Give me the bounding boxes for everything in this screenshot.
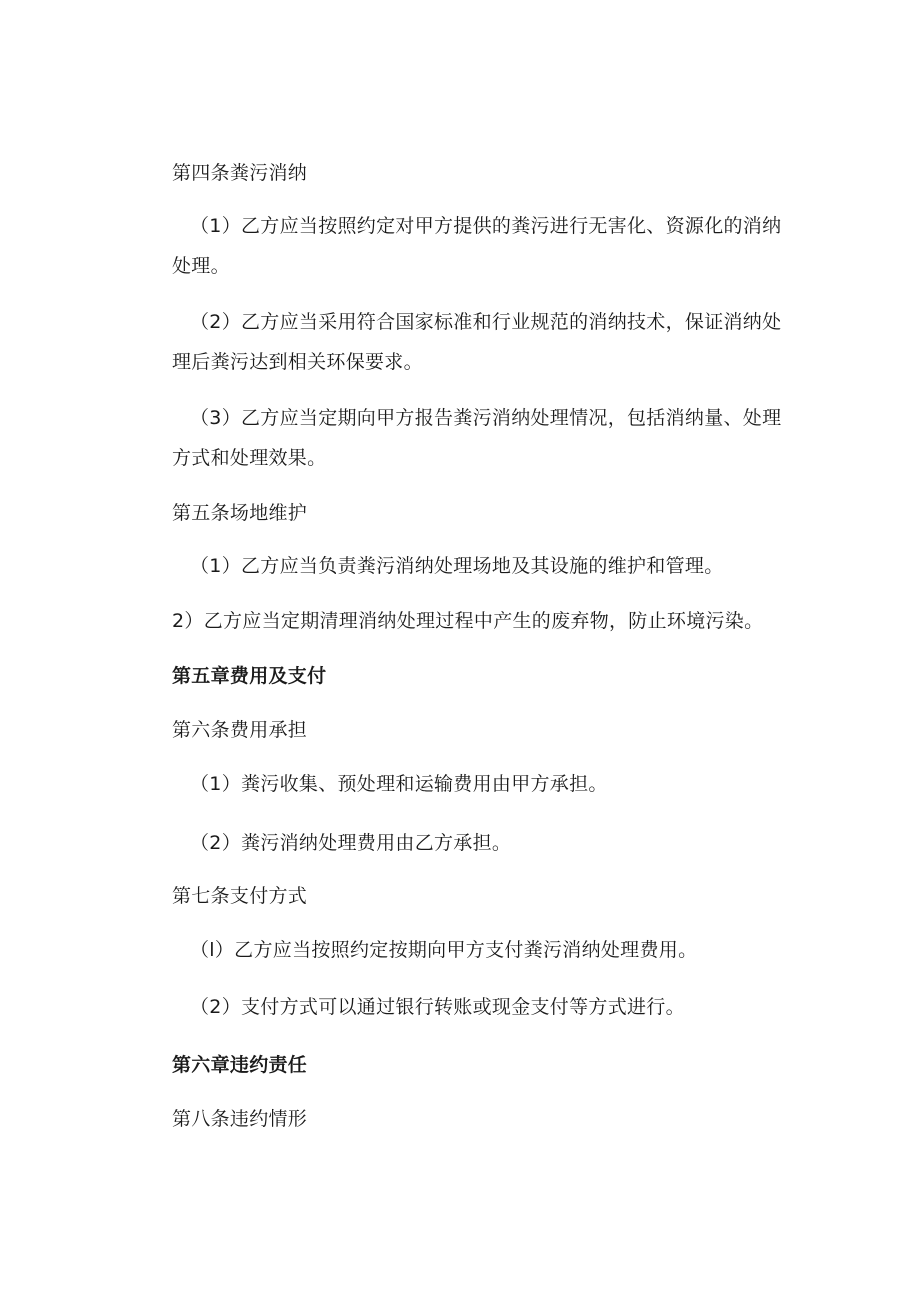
article-4-clause-1-cont: 处理。 xyxy=(172,255,230,277)
article-4-clause-2: （2）乙方应当采用符合国家标准和行业规范的消纳技术，保证消纳处 xyxy=(190,311,782,333)
article-7-clause-1: （l）乙方应当按照约定按期向甲方支付粪污消纳处理费用。 xyxy=(190,939,698,961)
article-5-clause-2: 2）乙方应当定期清理消纳处理过程中产生的废弃物，防止环境污染。 xyxy=(172,610,764,632)
article-6-clause-1: （1）粪污收集、预处理和运输费用由甲方承担。 xyxy=(190,773,608,795)
article-4-clause-1: （1）乙方应当按照约定对甲方提供的粪污进行无害化、资源化的消纳 xyxy=(190,215,782,237)
article-5-heading: 第五条场地维护 xyxy=(172,502,308,524)
article-7-heading: 第七条支付方式 xyxy=(172,885,308,907)
article-7-clause-2: （2）支付方式可以通过银行转账或现金支付等方式进行。 xyxy=(190,996,685,1018)
article-8-heading: 第八条违约情形 xyxy=(172,1108,308,1130)
article-6-clause-2: （2）粪污消纳处理费用由乙方承担。 xyxy=(190,832,512,854)
chapter-6-heading: 第六章违约责任 xyxy=(172,1054,308,1076)
article-5-clause-1: （1）乙方应当负责粪污消纳处理场地及其设施的维护和管理。 xyxy=(190,555,724,577)
article-4-clause-3-cont: 方式和处理效果。 xyxy=(172,447,327,469)
article-4-clause-2-cont: 理后粪污达到相关环保要求。 xyxy=(172,351,423,373)
article-4-heading: 第四条粪污消纳 xyxy=(172,162,308,184)
chapter-5-heading: 第五章费用及支付 xyxy=(172,665,327,687)
article-6-heading: 第六条费用承担 xyxy=(172,719,308,741)
article-4-clause-3: （3）乙方应当定期向甲方报告粪污消纳处理情况，包括消纳量、处理 xyxy=(190,407,782,429)
